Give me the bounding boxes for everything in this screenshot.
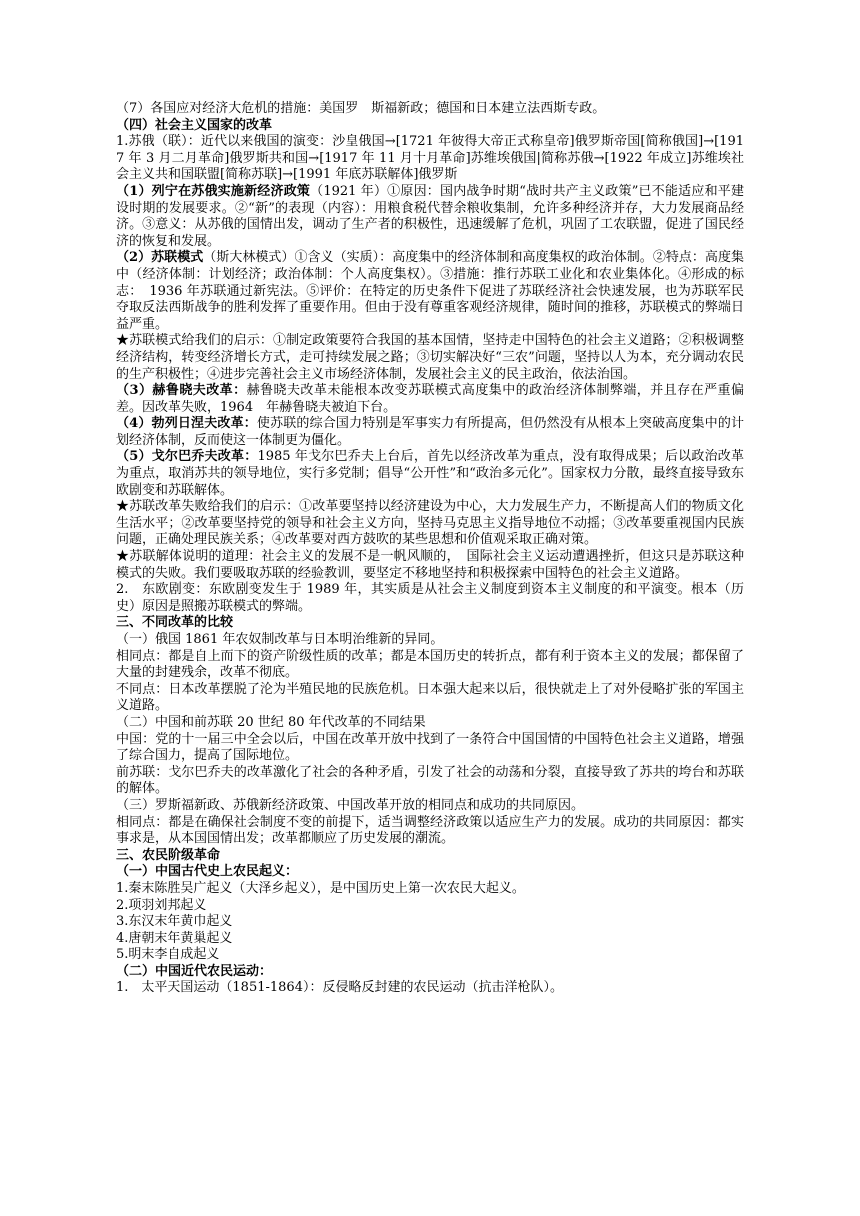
bold-heading-text: （2）苏联模式: [116, 250, 204, 266]
body-text: 使苏联的综合国力特别是军事实力有所提高，但仍然没有从根本上突破高度集中的计划经济体制，反而使这一体制更为僵化。: [116, 416, 744, 448]
bold-heading-text: （一）中国古代史上农民起义：: [116, 864, 299, 880]
paragraph: [116, 798, 744, 815]
body-text: 1. 太平天国运动（1851-1864）：反侵略反封建的农民运动（抗击洋枪队）。: [116, 980, 563, 996]
paragraph: [116, 881, 744, 898]
body-text: 3.东汉末年黄巾起义: [116, 914, 233, 930]
paragraph: [116, 682, 744, 715]
body-text: （1921 年）①原因：国内战争时期“战时共产主义政策”已不能适应和平建设时期的发展要求。②“新”的表现（内容）：用粮食税代替余粮收集制，允许多种经济并存，大力发展商品经济。③意义：从苏俄的国情出发，调动了生产者的积极性，迅速缓解了危机，巩固了工农联盟，促进了国民经济的恢复和发展。: [116, 183, 744, 249]
bold-heading-text: （3）赫鲁晓夫改革：: [116, 383, 247, 399]
paragraph: [116, 101, 744, 118]
body-text: ★苏联模式给我们的启示：①制定政策要符合我国的基本国情，坚持走中国特色的社会主义道路；②积极调整经济结构，转变经济增长方式，走可持续发展之路；③切实解决好“三农”问题，坚持以人为本，充分调动农民的生产积极性；④进步完善社会主义市场经济体制，发展社会主义的民主政治，依法治国。: [116, 333, 744, 382]
paragraph: [116, 632, 744, 649]
body-text: 中国：党的十一届三中全会以后，中国在改革开放中找到了一条符合中国国情的中国特色社会主义道路，增强了综合国力，提高了国际地位。: [116, 731, 744, 764]
body-text: 1985 年戈尔巴乔夫上台后，首先以经济改革为重点，没有取得成果；后以政治改革为重点，取消苏共的领导地位，实行多党制；倡导“公开性”和“政治多元化”。国家权力分散，最终直接导致东欧剧变和苏联解体。: [116, 449, 745, 498]
document-body: [116, 101, 744, 997]
body-text: 前苏联：戈尔巴乔夫的改革激化了社会的各种矛盾，引发了社会的动荡和分裂，直接导致了苏共的垮台和苏联的解体。: [116, 764, 744, 797]
paragraph: [116, 848, 744, 865]
body-text: 5.明末李自成起义: [116, 947, 220, 963]
body-text: 1.秦末陈胜吴广起义（大泽乡起义），是中国历史上第一次农民大起义。: [116, 880, 525, 896]
bold-heading-text: （四）社会主义国家的改革: [116, 117, 273, 133]
paragraph: [116, 980, 744, 997]
body-text: （斯大林模式）①含义（实质）：高度集中的经济体制和高度集权的政治体制。②特点：高度集中（经济体制：计划经济；政治体制：个人高度集权）。③措施：推行苏联工业化和农业集体化。④形成的标志： 1936 年苏联通过新宪法。⑤评价：在特定的历史条件下促进了苏联经济社会快速发展，也为苏联军民夺取反法西斯战争的胜利发挥了重要作用。但由于没有尊重客观经济规律，随时间的推移，苏联模式的弊端日益严重。: [116, 250, 744, 332]
body-text: 2. 东欧剧变：东欧剧变发生于 1989 年，其实质是从社会主义制度到资本主义制度的和平演变。根本（历史）原因是照搬苏联模式的弊端。: [116, 582, 744, 614]
paragraph: [116, 615, 744, 632]
paragraph: [116, 732, 744, 765]
paragraph: [116, 715, 744, 732]
body-text: 4.唐朝末年黄巢起义: [116, 930, 233, 946]
paragraph: [116, 549, 744, 582]
bold-heading-text: （4）勃列日涅夫改革：: [116, 416, 257, 432]
bold-heading-text: 三、不同改革的比较: [116, 615, 234, 631]
body-text: 相同点：都是在确保社会制度不变的前提下，适当调整经济政策以适应生产力的发展。成功的共同原因：都实事求是，从本国国情出发；改革都顺应了历史发展的潮流。: [116, 814, 744, 847]
body-text: （三）罗斯福新政、苏俄新经济政策、中国改革开放的相同点和成功的共同原因。: [116, 797, 585, 813]
paragraph: [116, 134, 744, 184]
body-text: 不同点：日本改革摆脱了沦为半殖民地的民族危机。日本强大起来以后，很快就走上了对外侵略扩张的军国主义道路。: [116, 681, 744, 714]
paragraph: [116, 815, 744, 848]
paragraph: [116, 449, 744, 499]
body-text: 2.项羽刘邦起义: [116, 897, 207, 913]
paragraph: [116, 333, 744, 383]
paragraph: [116, 582, 744, 615]
paragraph: [116, 765, 744, 798]
paragraph: [116, 864, 744, 881]
paragraph: [116, 383, 744, 416]
body-text: ★苏联改革失败给我们的启示：①改革要坚持以经济建设为中心，大力发展生产力，不断提高人们的物质文化生活水平；②改革要坚持党的领导和社会主义方向，坚持马克思主义指导地位不动摇；③改革要重视国内民族问题，正确处理民族关系；④改革要对西方鼓吹的某些思想和价值观采取正确对策。: [116, 499, 744, 548]
body-text: （一）俄国 1861 年农奴制改革与日本明治维新的异同。: [116, 632, 444, 647]
body-text: （二）中国和前苏联 20 世纪 80 年代改革的不同结果: [116, 714, 426, 730]
paragraph: [116, 964, 744, 981]
paragraph: [116, 649, 744, 682]
bold-heading-text: （5）戈尔巴乔夫改革：: [116, 449, 258, 465]
paragraph: [116, 184, 744, 250]
bold-heading-text: （二）中国近代农民运动：: [116, 963, 273, 979]
paragraph: [116, 898, 744, 915]
body-text: ★苏联解体说明的道理：社会主义的发展不是一帆风顺的， 国际社会主义运动遭遇挫折，但这只是苏联这种模式的失败。我们要吸取苏联的经验教训，要坚定不移地坚持和积极探索中国特色的社会主义道路。: [116, 549, 744, 581]
paragraph: [116, 250, 744, 333]
paragraph: [116, 947, 744, 964]
body-text: 相同点：都是自上而下的资产阶级性质的改革；都是本国历史的转折点，都有利于资本主义的发展；都保留了大量的封建残余，改革不彻底。: [116, 648, 744, 681]
bold-heading-text: 三、农民阶级革命: [116, 847, 221, 863]
body-text: （7）各国应对经济大危机的措施：美国罗 斯福新政；德国和日本建立法西斯专政。: [116, 101, 606, 116]
paragraph: [116, 499, 744, 549]
body-text: 1.苏俄（联）：近代以来俄国的演变：沙皇俄国→[1721 年彼得大帝正式称皇帝]俄罗斯帝国[简称俄国]→[1917 年 3 月二月革命]俄罗斯共和国→[1917 年 11 月十月革命]苏维埃俄国|简称苏俄→[1922 年成立]苏维埃社会主义共和国联盟[简称苏联]→[1991 年底苏联解体]俄罗斯: [116, 134, 744, 183]
body-text: 赫鲁晓夫改革未能根本改变苏联模式高度集中的政治经济体制弊端，并且存在严重偏差。因改革失败，1964 年赫鲁晓夫被迫下台。: [116, 383, 744, 415]
paragraph: [116, 118, 744, 135]
paragraph: [116, 416, 744, 449]
paragraph: [116, 931, 744, 948]
paragraph: [116, 914, 744, 931]
bold-heading-text: （1）列宁在苏俄实施新经济政策: [116, 183, 311, 199]
